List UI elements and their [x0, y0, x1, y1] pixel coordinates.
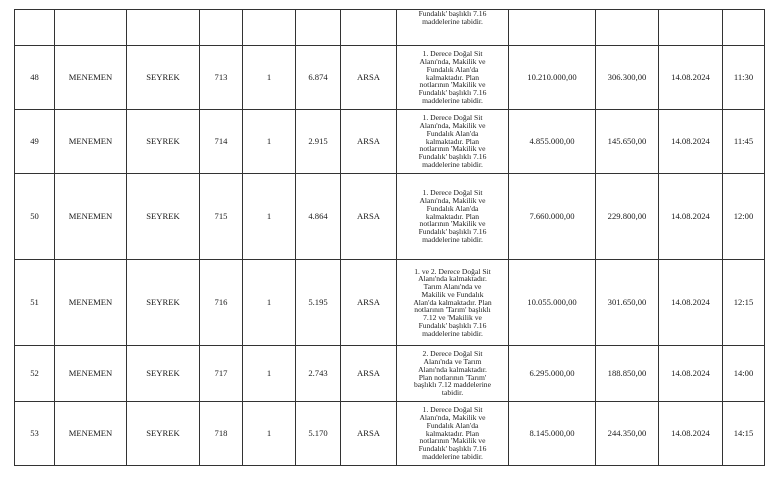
area-cell: 2.915 [296, 110, 341, 174]
deposit-cell: 244.350,00 [596, 402, 659, 466]
area-cell: 5.195 [296, 260, 341, 346]
district-cell: MENEMEN [55, 260, 127, 346]
area-cell: 2.743 [296, 346, 341, 402]
neighborhood-cell: SEYREK [127, 346, 200, 402]
table-row [15, 346, 765, 402]
row-number: 53 [15, 402, 55, 466]
row-number: 49 [15, 110, 55, 174]
time-cell: 14:00 [723, 346, 765, 402]
price-cell: 6.295.000,00 [509, 346, 596, 402]
date-cell: 14.08.2024 [659, 46, 723, 110]
district-cell: MENEMEN [55, 346, 127, 402]
plan-note-cell: 1. Derece Doğal Sit Alanı'nda, Makilik ve Fundalık Alan'da kalmaktadır. Plan notlarının 'Makilik ve Fundalık' başlıklı 7.16 maddelerine tabidir. [397, 174, 509, 260]
type-cell: ARSA [341, 260, 397, 346]
parcel-table [14, 9, 765, 466]
plan-note-cell: 1. Derece Doğal Sit Alanı'nda, Makilik ve Fundalık Alan'da kalmaktadır. Plan notlarının 'Makilik ve Fundalık' başlıklı 7.16 maddelerine tabidir. [397, 110, 509, 174]
parcel-cell: 1 [243, 346, 296, 402]
table-row [15, 260, 765, 346]
time-cell: 11:45 [723, 110, 765, 174]
block-cell: 714 [200, 110, 243, 174]
plan-note-cell: 1. ve 2. Derece Doğal Sit Alanı'nda kalmaktadır. Tarım Alanı'nda ve Makilik ve Fundalık Alan'da kalmaktadır. Plan notlarının 'Tarım' başlıklı 7.12 ve 'Makilik ve Fundalık' başlıklı 7.16 maddelerine tabidir. [397, 260, 509, 346]
time-cell: 12:15 [723, 260, 765, 346]
district-cell: MENEMEN [55, 402, 127, 466]
date-cell: 14.08.2024 [659, 346, 723, 402]
time-cell: 11:30 [723, 46, 765, 110]
area-cell: 5.170 [296, 402, 341, 466]
time-cell: 14:15 [723, 402, 765, 466]
table-row [15, 174, 765, 260]
table-row [15, 46, 765, 110]
plan-note-cell: 1. Derece Doğal Sit Alanı'nda, Makilik ve Fundalık Alan'da kalmaktadır. Plan notlarının 'Makilik ve Fundalık' başlıklı 7.16 maddelerine tabidir. [397, 46, 509, 110]
price-cell: 10.210.000,00 [509, 46, 596, 110]
deposit-cell: 145.650,00 [596, 110, 659, 174]
date-cell: 14.08.2024 [659, 110, 723, 174]
price-cell: 10.055.000,00 [509, 260, 596, 346]
area-cell: 6.874 [296, 46, 341, 110]
neighborhood-cell: SEYREK [127, 46, 200, 110]
table-row [15, 110, 765, 174]
parcel-cell: 1 [243, 110, 296, 174]
block-cell: 713 [200, 46, 243, 110]
price-cell: 7.660.000,00 [509, 174, 596, 260]
deposit-cell: 301.650,00 [596, 260, 659, 346]
block-cell: 715 [200, 174, 243, 260]
district-cell: MENEMEN [55, 174, 127, 260]
parcel-cell: 1 [243, 402, 296, 466]
row-number: 51 [15, 260, 55, 346]
parcel-cell: 1 [243, 260, 296, 346]
price-cell: 8.145.000,00 [509, 402, 596, 466]
parcel-cell: 1 [243, 46, 296, 110]
type-cell: ARSA [341, 174, 397, 260]
neighborhood-cell: SEYREK [127, 402, 200, 466]
neighborhood-cell: SEYREK [127, 260, 200, 346]
row-number: 52 [15, 346, 55, 402]
time-cell: 12:00 [723, 174, 765, 260]
row-number: 50 [15, 174, 55, 260]
table-row [15, 402, 765, 466]
neighborhood-cell: SEYREK [127, 174, 200, 260]
date-cell: 14.08.2024 [659, 174, 723, 260]
parcel-cell: 1 [243, 174, 296, 260]
block-cell: 717 [200, 346, 243, 402]
plan-note-cell: Fundalık' başlıklı 7.16 maddelerine tabidir. [397, 10, 509, 46]
block-cell: 716 [200, 260, 243, 346]
block-cell: 718 [200, 402, 243, 466]
date-cell: 14.08.2024 [659, 260, 723, 346]
district-cell: MENEMEN [55, 110, 127, 174]
deposit-cell: 229.800,00 [596, 174, 659, 260]
deposit-cell: 188.850,00 [596, 346, 659, 402]
type-cell: ARSA [341, 110, 397, 174]
type-cell: ARSA [341, 346, 397, 402]
plan-note-cell: 1. Derece Doğal Sit Alanı'nda, Makilik ve Fundalık Alan'da kalmaktadır. Plan notlarının 'Makilik ve Fundalık' başlıklı 7.16 maddelerine tabidir. [397, 402, 509, 466]
price-cell: 4.855.000,00 [509, 110, 596, 174]
deposit-cell: 306.300,00 [596, 46, 659, 110]
neighborhood-cell: SEYREK [127, 110, 200, 174]
date-cell: 14.08.2024 [659, 402, 723, 466]
district-cell: MENEMEN [55, 46, 127, 110]
table-row-fragment [15, 10, 765, 46]
type-cell: ARSA [341, 402, 397, 466]
type-cell: ARSA [341, 46, 397, 110]
plan-note-cell: 2. Derece Doğal Sit Alanı'nda ve Tarım Alanı'nda kalmaktadır. Plan notlarının 'Tarım' başlıklı 7.12 maddelerine tabidir. [397, 346, 509, 402]
area-cell: 4.864 [296, 174, 341, 260]
row-number: 48 [15, 46, 55, 110]
